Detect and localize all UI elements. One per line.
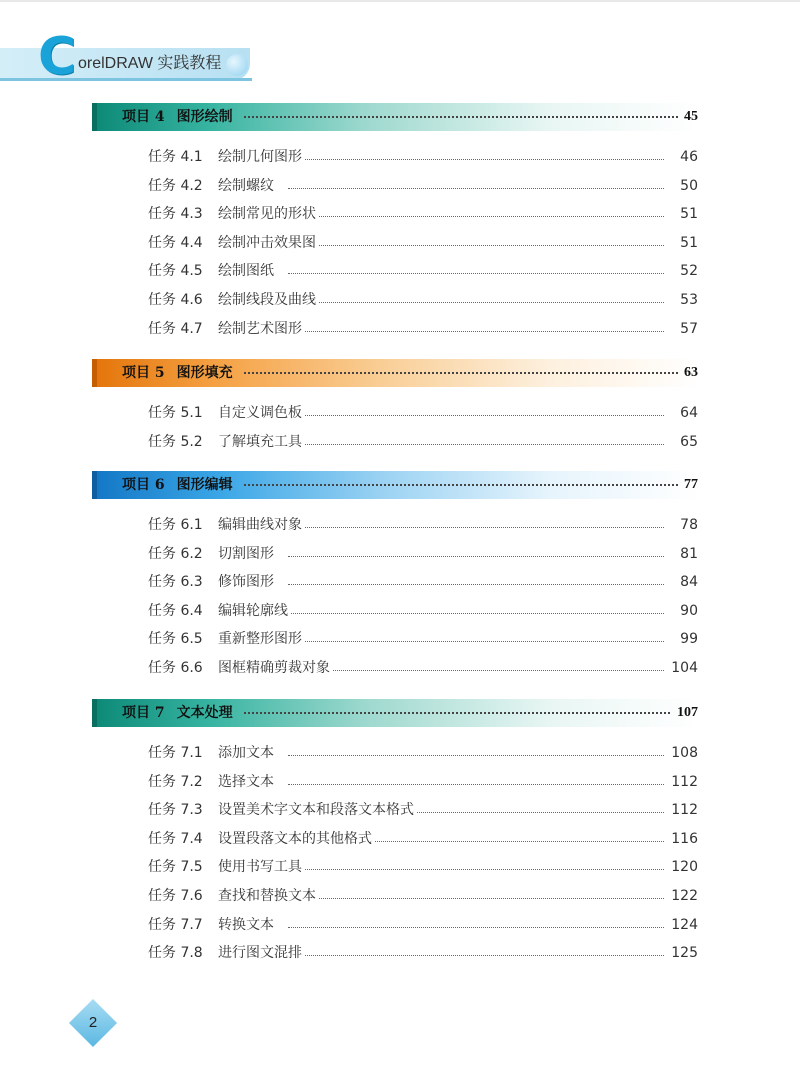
toc-task-row[interactable]	[148, 317, 698, 341]
task-leader-dots	[288, 670, 664, 671]
task-number: 任务 7.8	[148, 945, 203, 962]
task-leader-dots	[288, 216, 664, 217]
toc-task-row[interactable]	[148, 145, 698, 169]
task-name: 绘制线段及曲线	[218, 288, 318, 312]
task-page-number: 53	[678, 288, 698, 312]
task-number: 任务 7.4	[148, 830, 203, 847]
task-page-number: 50	[678, 174, 698, 198]
task-page-number: 108	[669, 741, 698, 765]
section-heading-bar[interactable]	[92, 103, 700, 131]
top-rule	[0, 0, 800, 2]
task-page-number: 90	[678, 599, 698, 623]
task-number: 任务 6.3	[148, 574, 203, 591]
section-leader-dots	[244, 372, 678, 374]
toc-task-row[interactable]	[148, 202, 698, 226]
task-leader-dots	[288, 784, 664, 785]
toc-task-row[interactable]	[148, 288, 698, 312]
task-page-number: 64	[678, 401, 698, 425]
task-leader-dots	[288, 955, 664, 956]
task-name: 设置段落文本的其他格式	[218, 827, 374, 851]
task-name: 编辑轮廓线	[218, 599, 290, 623]
task-name: 绘制冲击效果图	[218, 231, 318, 255]
task-name: 重新整形图形	[218, 627, 304, 651]
toc-task-row[interactable]	[148, 570, 698, 594]
page-number: 2	[88, 1014, 98, 1031]
section-name: 文本处理	[176, 705, 233, 721]
task-number: 任务 4.1	[148, 149, 203, 165]
task-page-number: 46	[678, 145, 698, 169]
task-number: 任务 6.5	[148, 631, 203, 648]
task-page-number: 112	[669, 770, 698, 794]
section-name: 图形填充	[176, 365, 233, 381]
section-page-number: 107	[677, 705, 698, 720]
task-number: 任务 4.6	[148, 292, 203, 308]
toc-task-row[interactable]	[148, 656, 698, 680]
task-number: 任务 4.4	[148, 234, 203, 251]
section-leader-dots	[244, 712, 670, 714]
task-page-number: 84	[678, 570, 698, 594]
toc-task-row[interactable]	[148, 884, 698, 908]
task-name: 编辑曲线对象	[218, 513, 304, 537]
toc-task-row[interactable]	[148, 231, 698, 255]
task-number: 任务 7.3	[148, 802, 203, 819]
section-name: 图形编辑	[176, 477, 233, 493]
task-name: 了解填充工具	[218, 430, 304, 454]
task-name: 转换文本	[218, 913, 276, 937]
toc-task-row[interactable]	[148, 259, 698, 283]
section-title	[122, 699, 233, 727]
task-number: 任务 4.7	[148, 320, 203, 337]
toc-task-row[interactable]	[148, 401, 698, 425]
task-name: 进行图文混排	[218, 941, 304, 965]
task-name: 修饰图形	[218, 570, 276, 594]
task-number: 任务 7.5	[148, 859, 203, 876]
task-number: 任务 7.6	[148, 888, 203, 904]
task-page-number: 78	[678, 513, 698, 537]
section-heading-bar[interactable]	[92, 471, 700, 499]
task-name: 绘制图纸	[218, 259, 276, 283]
task-page-number: 51	[678, 231, 698, 255]
task-leader-dots	[288, 584, 664, 585]
task-page-number: 57	[678, 317, 698, 341]
task-number: 任务 7.7	[148, 916, 203, 933]
task-page-number: 116	[669, 827, 698, 851]
task-leader-dots	[288, 527, 664, 528]
task-number: 任务 6.6	[148, 660, 203, 676]
book-title: orelDRAW 实践教程	[78, 55, 222, 72]
section-label: 项目 7	[122, 705, 165, 721]
task-name: 设置美术字文本和段落文本格式	[218, 798, 416, 822]
task-number: 任务 4.5	[148, 263, 203, 280]
toc-task-row[interactable]	[148, 542, 698, 566]
task-name: 使用书写工具	[218, 855, 304, 879]
task-number: 任务 4.3	[148, 206, 203, 223]
task-number: 任务 6.1	[148, 517, 203, 533]
task-leader-dots	[288, 245, 664, 246]
task-page-number: 124	[669, 913, 698, 937]
section-title	[122, 103, 233, 131]
section-page-number: 77	[684, 477, 698, 492]
task-name: 添加文本	[218, 741, 276, 765]
task-page-number: 65	[678, 430, 698, 454]
task-leader-dots	[288, 641, 664, 642]
header-dot-icon	[226, 54, 248, 76]
task-name: 绘制艺术图形	[218, 317, 304, 341]
section-leader-dots	[244, 484, 678, 486]
task-page-number: 120	[669, 855, 698, 879]
task-leader-dots	[288, 415, 664, 416]
toc-task-row[interactable]	[148, 798, 698, 822]
logo-letter: C	[38, 27, 77, 87]
task-leader-dots	[288, 613, 664, 614]
task-page-number: 81	[678, 542, 698, 566]
section-label: 项目 5	[122, 365, 165, 381]
task-number: 任务 7.2	[148, 773, 203, 790]
task-number: 任务 6.2	[148, 545, 203, 562]
task-number: 任务 6.4	[148, 602, 203, 619]
task-page-number: 52	[678, 259, 698, 283]
section-page-number: 63	[684, 365, 698, 380]
section-page-number: 45	[684, 109, 698, 124]
task-number: 任务 4.2	[148, 177, 203, 194]
toc-task-row[interactable]	[148, 513, 698, 537]
task-leader-dots	[288, 898, 664, 899]
toc-task-row[interactable]	[148, 827, 698, 851]
toc-task-row[interactable]	[148, 599, 698, 623]
section-heading-bar[interactable]	[92, 359, 700, 387]
task-page-number: 122	[669, 884, 698, 908]
section-label: 项目 6	[122, 477, 165, 493]
toc-task-row[interactable]	[148, 770, 698, 794]
task-name: 查找和替换文本	[218, 884, 318, 908]
task-leader-dots	[288, 331, 664, 332]
task-name: 选择文本	[218, 770, 276, 794]
task-name: 切割图形	[218, 542, 276, 566]
task-leader-dots	[288, 159, 664, 160]
section-label: 项目 4	[122, 109, 165, 125]
section-title	[122, 359, 233, 387]
toc-task-row[interactable]	[148, 741, 698, 765]
section-title	[122, 471, 233, 499]
task-leader-dots	[288, 869, 664, 870]
task-name: 图框精确剪裁对象	[218, 656, 332, 680]
task-leader-dots	[288, 188, 664, 189]
toc-task-row[interactable]	[148, 430, 698, 454]
task-name: 绘制常见的形状	[218, 202, 318, 226]
toc-task-row[interactable]	[148, 627, 698, 651]
task-leader-dots	[288, 273, 664, 274]
toc-task-row[interactable]	[148, 941, 698, 965]
task-leader-dots	[288, 302, 664, 303]
task-leader-dots	[288, 755, 664, 756]
task-number: 任务 5.2	[148, 433, 203, 450]
toc-task-row[interactable]	[148, 174, 698, 198]
section-heading-bar[interactable]	[92, 699, 700, 727]
toc-task-row[interactable]	[148, 913, 698, 937]
task-name: 自定义调色板	[218, 401, 304, 425]
task-name: 绘制螺纹	[218, 174, 276, 198]
section-leader-dots	[244, 116, 678, 118]
task-page-number: 99	[678, 627, 698, 651]
task-page-number: 104	[669, 656, 698, 680]
task-leader-dots	[288, 444, 664, 445]
task-number: 任务 5.1	[148, 405, 203, 421]
toc-task-row[interactable]	[148, 855, 698, 879]
task-leader-dots	[288, 927, 664, 928]
task-name: 绘制几何图形	[218, 145, 304, 169]
task-page-number: 51	[678, 202, 698, 226]
section-name: 图形绘制	[176, 109, 233, 125]
task-leader-dots	[288, 556, 664, 557]
task-page-number: 125	[669, 941, 698, 965]
task-page-number: 112	[669, 798, 698, 822]
task-number: 任务 7.1	[148, 745, 203, 761]
